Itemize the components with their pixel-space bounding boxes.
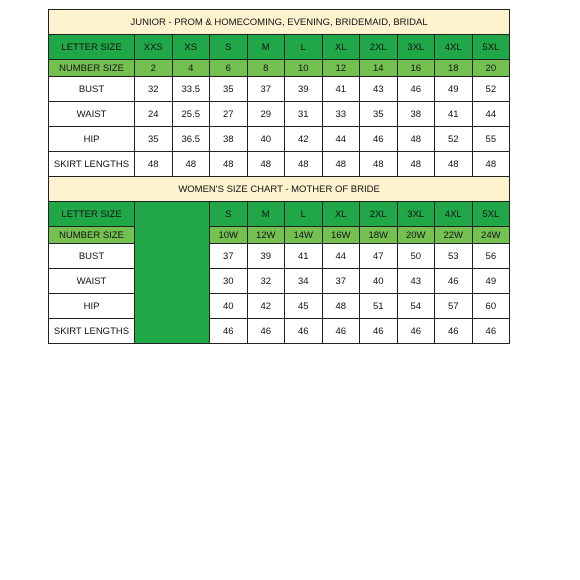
number-size-cell: 10	[285, 60, 323, 77]
measurement-value: 43	[360, 77, 398, 102]
measurement-value: 35	[210, 77, 248, 102]
women-number-size-row	[49, 227, 510, 244]
number-size-cell: 18	[435, 60, 473, 77]
junior-measurement-row	[49, 127, 510, 152]
measurement-value: 44	[322, 127, 360, 152]
measurement-value: 25.5	[172, 102, 210, 127]
measurement-value: 46	[322, 319, 360, 344]
letter-size-cell: XXS	[135, 35, 173, 60]
measurement-value: 39	[247, 244, 285, 269]
measurement-value: 38	[397, 102, 435, 127]
measurement-value: 37	[210, 244, 248, 269]
measurement-label: BUST	[49, 244, 135, 269]
letter-size-cell: 4XL	[435, 202, 473, 227]
letter-size-cell: 3XL	[397, 202, 435, 227]
letter-size-cell: S	[210, 35, 248, 60]
women-measurement-row	[49, 269, 510, 294]
measurement-value: 47	[360, 244, 398, 269]
letter-size-cell: 4XL	[435, 35, 473, 60]
measurement-value: 42	[247, 294, 285, 319]
measurement-label: SKIRT LENGTHS	[49, 152, 135, 177]
measurement-value: 46	[210, 319, 248, 344]
measurement-value: 40	[247, 127, 285, 152]
number-size-cell: 20	[472, 60, 510, 77]
letter-size-cell: 2XL	[360, 35, 398, 60]
measurement-value: 46	[397, 77, 435, 102]
measurement-value: 46	[285, 319, 323, 344]
number-size-cell: 12W	[247, 227, 285, 244]
number-size-cell: 4	[172, 60, 210, 77]
measurement-value: 29	[247, 102, 285, 127]
measurement-label: WAIST	[49, 102, 135, 127]
letter-size-cell: M	[247, 35, 285, 60]
women-measurement-row	[49, 244, 510, 269]
measurement-value: 35	[360, 102, 398, 127]
letter-size-cell: 5XL	[472, 202, 510, 227]
measurement-value: 33	[322, 102, 360, 127]
measurement-value: 34	[285, 269, 323, 294]
number-size-cell: 24W	[472, 227, 510, 244]
measurement-value: 40	[210, 294, 248, 319]
measurement-value: 46	[247, 319, 285, 344]
measurement-value: 55	[472, 127, 510, 152]
measurement-value: 40	[360, 269, 398, 294]
number-size-cell: 16	[397, 60, 435, 77]
measurement-value: 44	[322, 244, 360, 269]
measurement-label: HIP	[49, 127, 135, 152]
measurement-value: 54	[397, 294, 435, 319]
women-measurement-row	[49, 294, 510, 319]
measurement-label: WAIST	[49, 269, 135, 294]
measurement-value: 46	[435, 269, 473, 294]
measurement-value: 53	[435, 244, 473, 269]
measurement-value: 46	[360, 319, 398, 344]
measurement-value: 30	[210, 269, 248, 294]
measurement-value: 37	[247, 77, 285, 102]
measurement-value: 46	[360, 127, 398, 152]
women-title-row	[49, 177, 510, 202]
measurement-value: 48	[135, 152, 173, 177]
measurement-value: 37	[322, 269, 360, 294]
measurement-value: 48	[172, 152, 210, 177]
measurement-value: 43	[397, 269, 435, 294]
measurement-value: 41	[435, 102, 473, 127]
measurement-label: BUST	[49, 77, 135, 102]
measurement-value: 44	[472, 102, 510, 127]
number-size-cell: 16W	[322, 227, 360, 244]
letter-size-cell: 3XL	[397, 35, 435, 60]
junior-measurement-row	[49, 77, 510, 102]
measurement-value: 48	[435, 152, 473, 177]
letter-size-cell: S	[210, 202, 248, 227]
number-size-cell: 12	[322, 60, 360, 77]
measurement-value: 48	[322, 152, 360, 177]
letter-size-cell: L	[285, 202, 323, 227]
chart-body	[49, 10, 510, 344]
measurement-value: 56	[472, 244, 510, 269]
number-size-label: NUMBER SIZE	[49, 60, 135, 77]
measurement-value: 52	[472, 77, 510, 102]
measurement-label: SKIRT LENGTHS	[49, 319, 135, 344]
measurement-value: 52	[435, 127, 473, 152]
measurement-value: 48	[397, 127, 435, 152]
number-size-cell: 6	[210, 60, 248, 77]
letter-size-label: LETTER SIZE	[49, 202, 135, 227]
number-size-cell: 14W	[285, 227, 323, 244]
measurement-value: 46	[435, 319, 473, 344]
women-title: WOMEN'S SIZE CHART - MOTHER OF BRIDE	[49, 177, 510, 202]
measurement-value: 38	[210, 127, 248, 152]
letter-size-cell: XL	[322, 35, 360, 60]
letter-size-cell: L	[285, 35, 323, 60]
number-size-cell: 20W	[397, 227, 435, 244]
measurement-value: 42	[285, 127, 323, 152]
measurement-value: 48	[472, 152, 510, 177]
number-size-cell: 22W	[435, 227, 473, 244]
number-size-cell: 14	[360, 60, 398, 77]
letter-size-cell: 2XL	[360, 202, 398, 227]
number-size-cell: 8	[247, 60, 285, 77]
measurement-value: 39	[285, 77, 323, 102]
number-size-cell: 2	[135, 60, 173, 77]
measurement-label: HIP	[49, 294, 135, 319]
measurement-value: 48	[322, 294, 360, 319]
letter-size-label: LETTER SIZE	[49, 35, 135, 60]
measurement-value: 35	[135, 127, 173, 152]
number-size-cell: 18W	[360, 227, 398, 244]
measurement-value: 49	[435, 77, 473, 102]
measurement-value: 27	[210, 102, 248, 127]
measurement-value: 41	[285, 244, 323, 269]
letter-size-cell: XS	[172, 35, 210, 60]
letter-size-cell: XL	[322, 202, 360, 227]
size-chart-table	[48, 9, 510, 344]
measurement-value: 36.5	[172, 127, 210, 152]
junior-title-row	[49, 10, 510, 35]
number-size-label: NUMBER SIZE	[49, 227, 135, 244]
measurement-value: 32	[247, 269, 285, 294]
junior-letter-size-row	[49, 35, 510, 60]
measurement-value: 50	[397, 244, 435, 269]
measurement-value: 45	[285, 294, 323, 319]
women-letter-size-row	[49, 202, 510, 227]
measurement-value: 46	[472, 319, 510, 344]
measurement-value: 31	[285, 102, 323, 127]
measurement-value: 32	[135, 77, 173, 102]
measurement-value: 48	[397, 152, 435, 177]
junior-number-size-row	[49, 60, 510, 77]
letter-size-cell: M	[247, 202, 285, 227]
junior-measurement-row	[49, 102, 510, 127]
measurement-value: 46	[397, 319, 435, 344]
number-size-cell: 10W	[210, 227, 248, 244]
measurement-value: 57	[435, 294, 473, 319]
measurement-value: 51	[360, 294, 398, 319]
measurement-value: 48	[360, 152, 398, 177]
measurement-value: 60	[472, 294, 510, 319]
junior-title: JUNIOR - PROM & HOMECOMING, EVENING, BRIDEMAID, BRIDAL	[49, 10, 510, 35]
measurement-value: 49	[472, 269, 510, 294]
measurement-value: 48	[247, 152, 285, 177]
measurement-value: 48	[210, 152, 248, 177]
letter-size-cell: 5XL	[472, 35, 510, 60]
women-measurement-row	[49, 319, 510, 344]
measurement-value: 48	[285, 152, 323, 177]
measurement-value: 41	[322, 77, 360, 102]
measurement-value: 24	[135, 102, 173, 127]
blank-green-block	[135, 202, 210, 344]
junior-measurement-row	[49, 152, 510, 177]
measurement-value: 33.5	[172, 77, 210, 102]
